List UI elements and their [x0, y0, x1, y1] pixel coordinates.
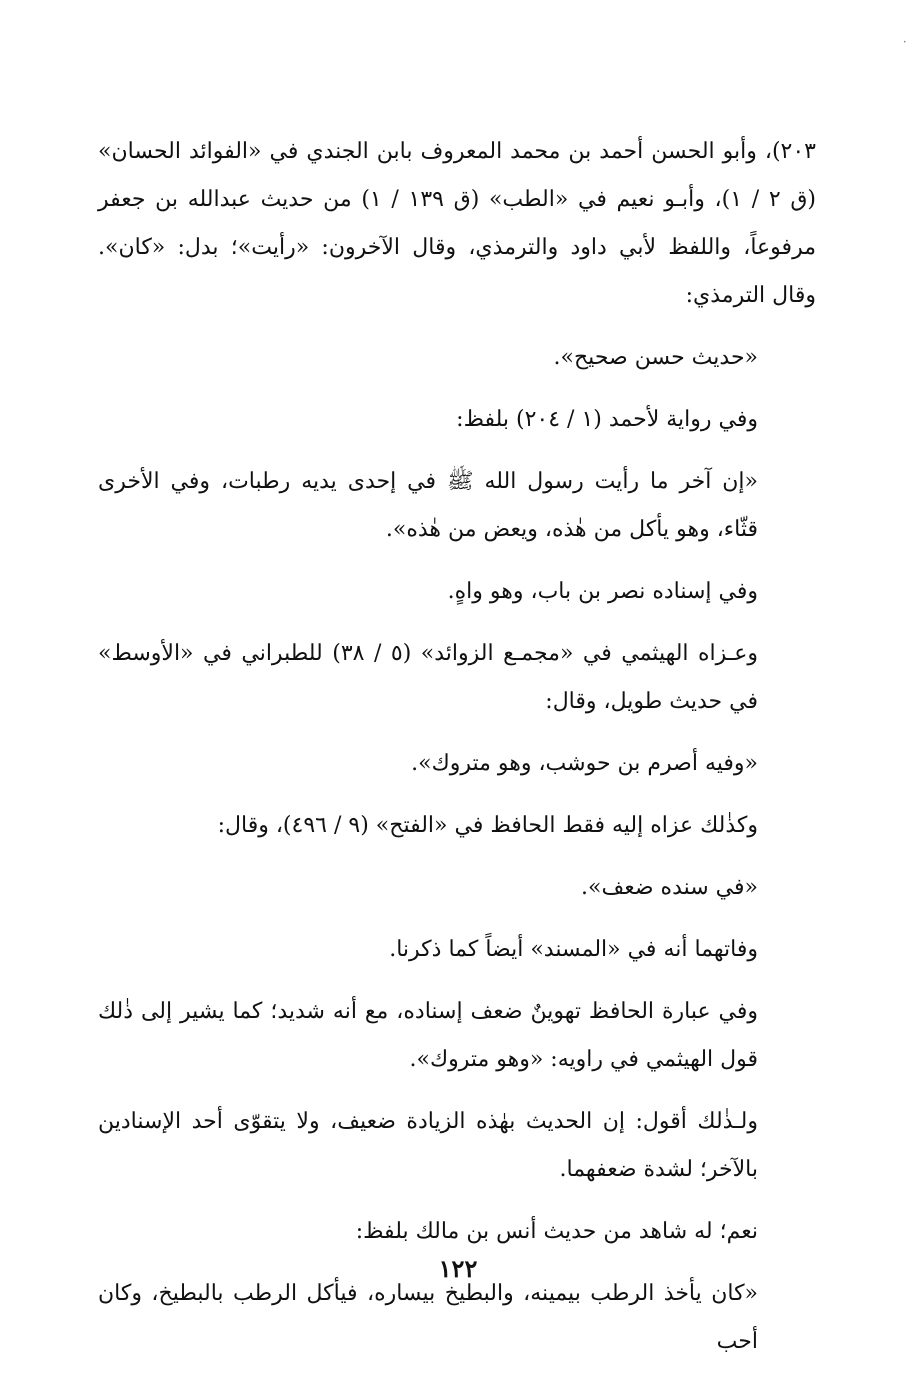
main-text	[98, 128, 816, 1380]
paragraph-hadith-text: «إن آخر ما رأيت رسول الله ﷺ في إحدى يديه رطبات، وفي الأخرى قثّاء، وهو يأكل من هٰذه، ويعض من هٰذه».	[98, 469, 758, 542]
paragraph-hafiz-remark: وفي عبارة الحافظ تهوينٌ ضعف إسناده، مع أنه شديد؛ كما يشير إلى ذٰلك قول الهيثمي في راويه: «وهو متروك».	[98, 999, 758, 1072]
paragraph-ahmad-narration: وفي رواية لأحمد (١ / ٢٠٤) بلفظ:	[456, 407, 758, 432]
corner-mark: ۰	[901, 34, 908, 48]
paragraph-fath-quote: «في سنده ضعف».	[581, 875, 758, 900]
paragraph-haythami: وعـزاه الهيثمي في «مجمـع الزوائد» (٥ / ٣٨) للطبراني في «الأوسط» في حديث طويل، وقال:	[98, 641, 758, 714]
paragraph-musnad-note: وفاتهما أنه في «المسند» أيضاً كما ذكرنا.	[389, 937, 758, 962]
paragraph-isnad-note: وفي إسناده نصر بن باب، وهو واهٍ.	[447, 579, 758, 604]
paragraph-fath: وكذٰلك عزاه إليه فقط الحافظ في «الفتح» (٩ / ٤٩٦)، وقال:	[217, 813, 758, 838]
paragraph-conclusion: ولـذٰلك أقول: إن الحديث بهٰذه الزيادة ضعيف، ولا يتقوّى أحد الإسنادين بالآخر؛ لشدة ضعفهما.	[98, 1109, 758, 1182]
paragraph-tirmidhi-grade: «حديث حسن صحيح».	[553, 345, 758, 370]
page-number: ١٢٢	[438, 1254, 478, 1283]
paragraph-haythami-quote: «وفيه أصرم بن حوشب، وهو متروك».	[411, 751, 758, 776]
paragraph-sources: ٢٠٣)، وأبو الحسن أحمد بن محمد المعروف بابن الجندي في «الفوائد الحسان» (ق ٢ / ١)، وأبـو نعيم في «الطب» (ق ١٣٩ / ١) من حديث عبدالله بن جعفر مرفوعاً، واللفظ لأبي داود والترمذي، وقال الآخرون: «رأيت»؛ بدل: «كان». وقال الترمذي:	[98, 139, 816, 308]
paragraph-anas-witness: نعم؛ له شاهد من حديث أنس بن مالك بلفظ:	[355, 1219, 758, 1244]
paragraph-anas-text: «كان يأخذ الرطب بيمينه، والبطيخ بيساره، فيأكل الرطب بالبطيخ، وكان أحب	[98, 1281, 758, 1354]
